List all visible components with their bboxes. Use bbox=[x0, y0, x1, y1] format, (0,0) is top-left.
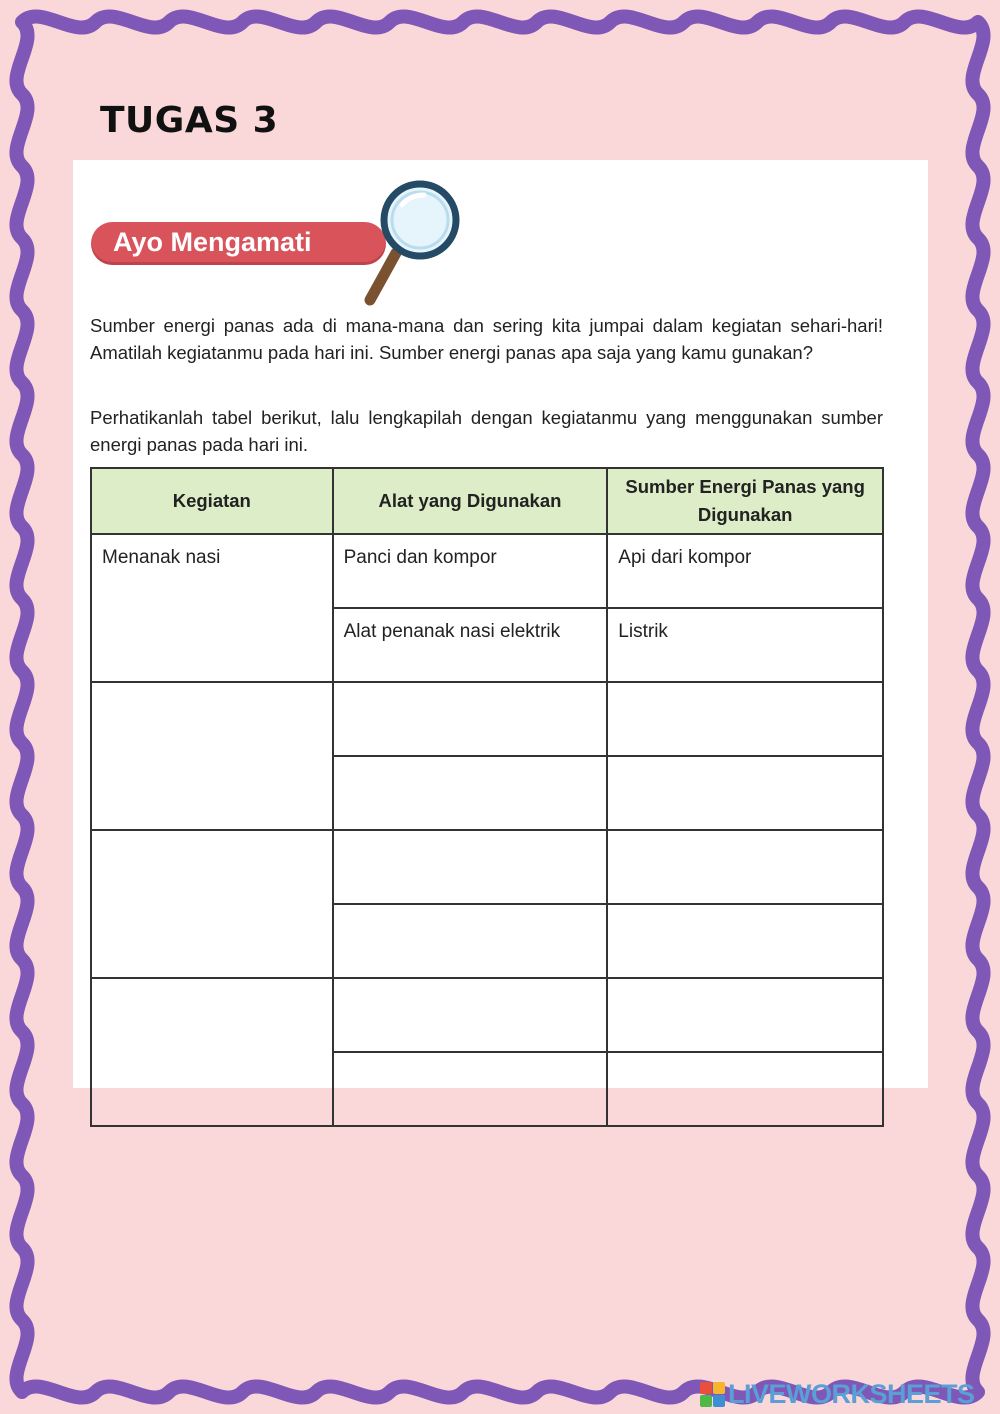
worksheet-image bbox=[73, 160, 928, 1088]
header-alat: Alat yang Digunakan bbox=[333, 468, 608, 534]
alat-cell[interactable] bbox=[333, 904, 608, 978]
sumber-cell[interactable] bbox=[607, 756, 883, 830]
liveworksheets-logo-icon bbox=[700, 1382, 725, 1407]
sumber-cell[interactable] bbox=[607, 1052, 883, 1126]
kegiatan-cell[interactable] bbox=[91, 830, 333, 978]
table-row bbox=[91, 534, 883, 608]
sumber-cell[interactable] bbox=[607, 904, 883, 978]
logo-text: LIVEWORKSHEETS bbox=[728, 1378, 975, 1409]
sumber-cell[interactable]: Listrik bbox=[607, 608, 883, 682]
header-sumber-energi: Sumber Energi Panas yang Digunakan bbox=[607, 468, 883, 534]
table-header-row bbox=[91, 468, 883, 534]
activity-table bbox=[90, 467, 884, 1127]
alat-cell[interactable]: Panci dan kompor bbox=[333, 534, 608, 608]
alat-cell[interactable] bbox=[333, 1052, 608, 1126]
magnifying-glass-icon bbox=[358, 175, 468, 310]
alat-cell[interactable] bbox=[333, 830, 608, 904]
alat-cell[interactable]: Alat penanak nasi elektrik bbox=[333, 608, 608, 682]
table-row bbox=[91, 978, 883, 1052]
header-kegiatan: Kegiatan bbox=[91, 468, 333, 534]
page-title: TUGAS 3 bbox=[100, 100, 279, 141]
instruction-paragraph-1: Sumber energi panas ada di mana-mana dan sering kita jumpai dalam kegiatan sehari-hari! Amatilah kegiatanmu pada hari ini. Sumber energi panas apa saja yang kamu gunakan? bbox=[90, 315, 883, 363]
sumber-cell[interactable]: Api dari kompor bbox=[607, 534, 883, 608]
instruction-paragraph-2: Perhatikanlah tabel berikut, lalu lengkapilah dengan kegiatanmu yang menggunakan sumber energi panas pada hari ini. bbox=[90, 407, 883, 455]
kegiatan-cell[interactable] bbox=[91, 682, 333, 830]
table-row bbox=[91, 682, 883, 756]
alat-cell[interactable] bbox=[333, 682, 608, 756]
kegiatan-cell[interactable] bbox=[91, 978, 333, 1126]
section-banner-label: Ayo Mengamati bbox=[113, 227, 312, 257]
kegiatan-cell[interactable]: Menanak nasi bbox=[91, 534, 333, 682]
alat-cell[interactable] bbox=[333, 978, 608, 1052]
section-banner bbox=[91, 222, 386, 265]
table-row bbox=[91, 830, 883, 904]
alat-cell[interactable] bbox=[333, 756, 608, 830]
sumber-cell[interactable] bbox=[607, 978, 883, 1052]
sumber-cell[interactable] bbox=[607, 830, 883, 904]
sumber-cell[interactable] bbox=[607, 682, 883, 756]
liveworksheets-logo[interactable] bbox=[700, 1378, 975, 1410]
